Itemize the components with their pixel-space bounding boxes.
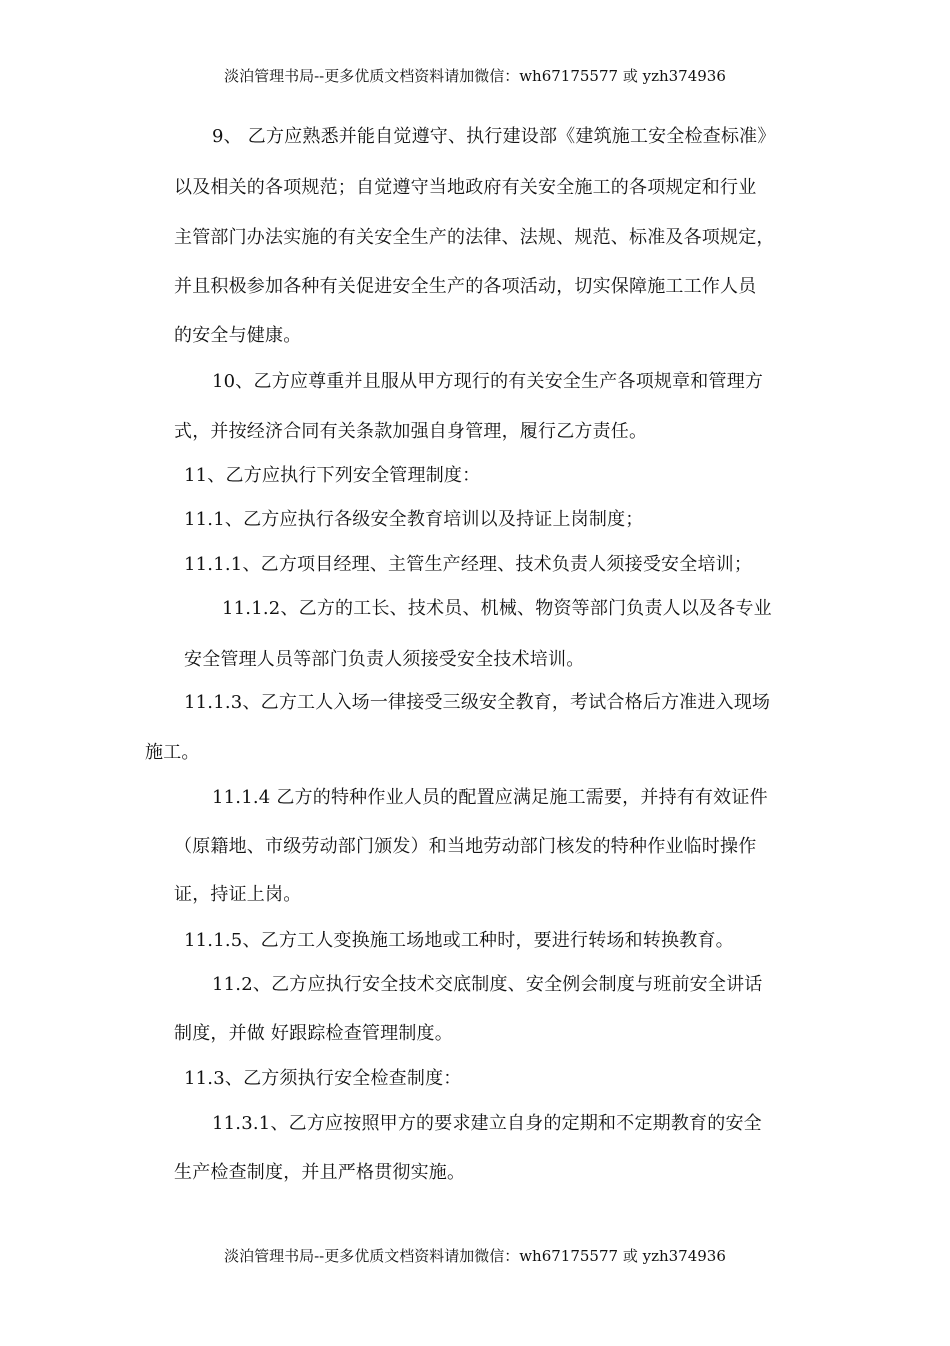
paragraph-line: 9、 乙方应熟悉并能自觉遵守、执行建设部《建筑施工安全检查标准》 (212, 126, 776, 147)
paragraph-line: 11.3、乙方须执行安全检查制度： (184, 1068, 462, 1089)
paragraph-line: 11.3.1、乙方应按照甲方的要求建立自身的定期和不定期教育的安全 (212, 1113, 762, 1134)
paragraph-line: 11.1.5、乙方工人变换施工场地或工种时，要进行转场和转换教育。 (184, 930, 734, 951)
paragraph-line: 11、乙方应执行下列安全管理制度： (184, 465, 481, 486)
paragraph-line: 的安全与健康。 (174, 325, 302, 346)
paragraph-line: 以及相关的各项规范；自觉遵守当地政府有关安全施工的各项规定和行业 (174, 177, 757, 198)
paragraph-line: 10、乙方应尊重并且服从甲方现行的有关安全生产各项规章和管理方 (212, 371, 764, 392)
paragraph-line: 11.1.3、乙方工人入场一律接受三级安全教育，考试合格后方准进入现场 (184, 692, 771, 713)
paragraph-line: 生产检查制度，并且严格贯彻实施。 (174, 1162, 466, 1183)
page-header: 淡泊管理书局--更多优质文档资料请加微信：wh67175577 或 yzh374936 (224, 67, 726, 85)
paragraph-line: 施工。 (145, 742, 200, 763)
paragraph-line: 式，并按经济合同有关条款加强自身管理，履行乙方责任。 (174, 421, 648, 442)
paragraph-line: 证，持证上岗。 (174, 884, 302, 905)
page-footer: 淡泊管理书局--更多优质文档资料请加微信：wh67175577 或 yzh374936 (224, 1247, 726, 1265)
paragraph-line: 11.1.4 乙方的特种作业人员的配置应满足施工需要，并持有有效证件 (212, 787, 768, 808)
paragraph-line: 安全管理人员等部门负责人须接受安全技术培训。 (184, 649, 585, 670)
paragraph-line: 11.2、乙方应执行安全技术交底制度、安全例会制度与班前安全讲话 (212, 974, 763, 995)
paragraph-line: 并且积极参加各种有关促进安全生产的各项活动，切实保障施工工作人员 (174, 276, 757, 297)
paragraph-line: 主管部门办法实施的有关安全生产的法律、法规、规范、标准及各项规定， (174, 227, 775, 248)
paragraph-line: 制度，并做 好跟踪检查管理制度。 (174, 1023, 453, 1044)
paragraph-line: 11.1.2、乙方的工长、技术员、机械、物资等部门负责人以及各专业 (222, 598, 772, 619)
paragraph-line: 11.1.1、乙方项目经理、主管生产经理、技术负责人须接受安全培训； (184, 554, 753, 575)
paragraph-line: 11.1、乙方应执行各级安全教育培训以及持证上岗制度； (184, 509, 644, 530)
paragraph-line: （原籍地、市级劳动部门颁发）和当地劳动部门核发的特种作业临时操作 (174, 836, 757, 857)
